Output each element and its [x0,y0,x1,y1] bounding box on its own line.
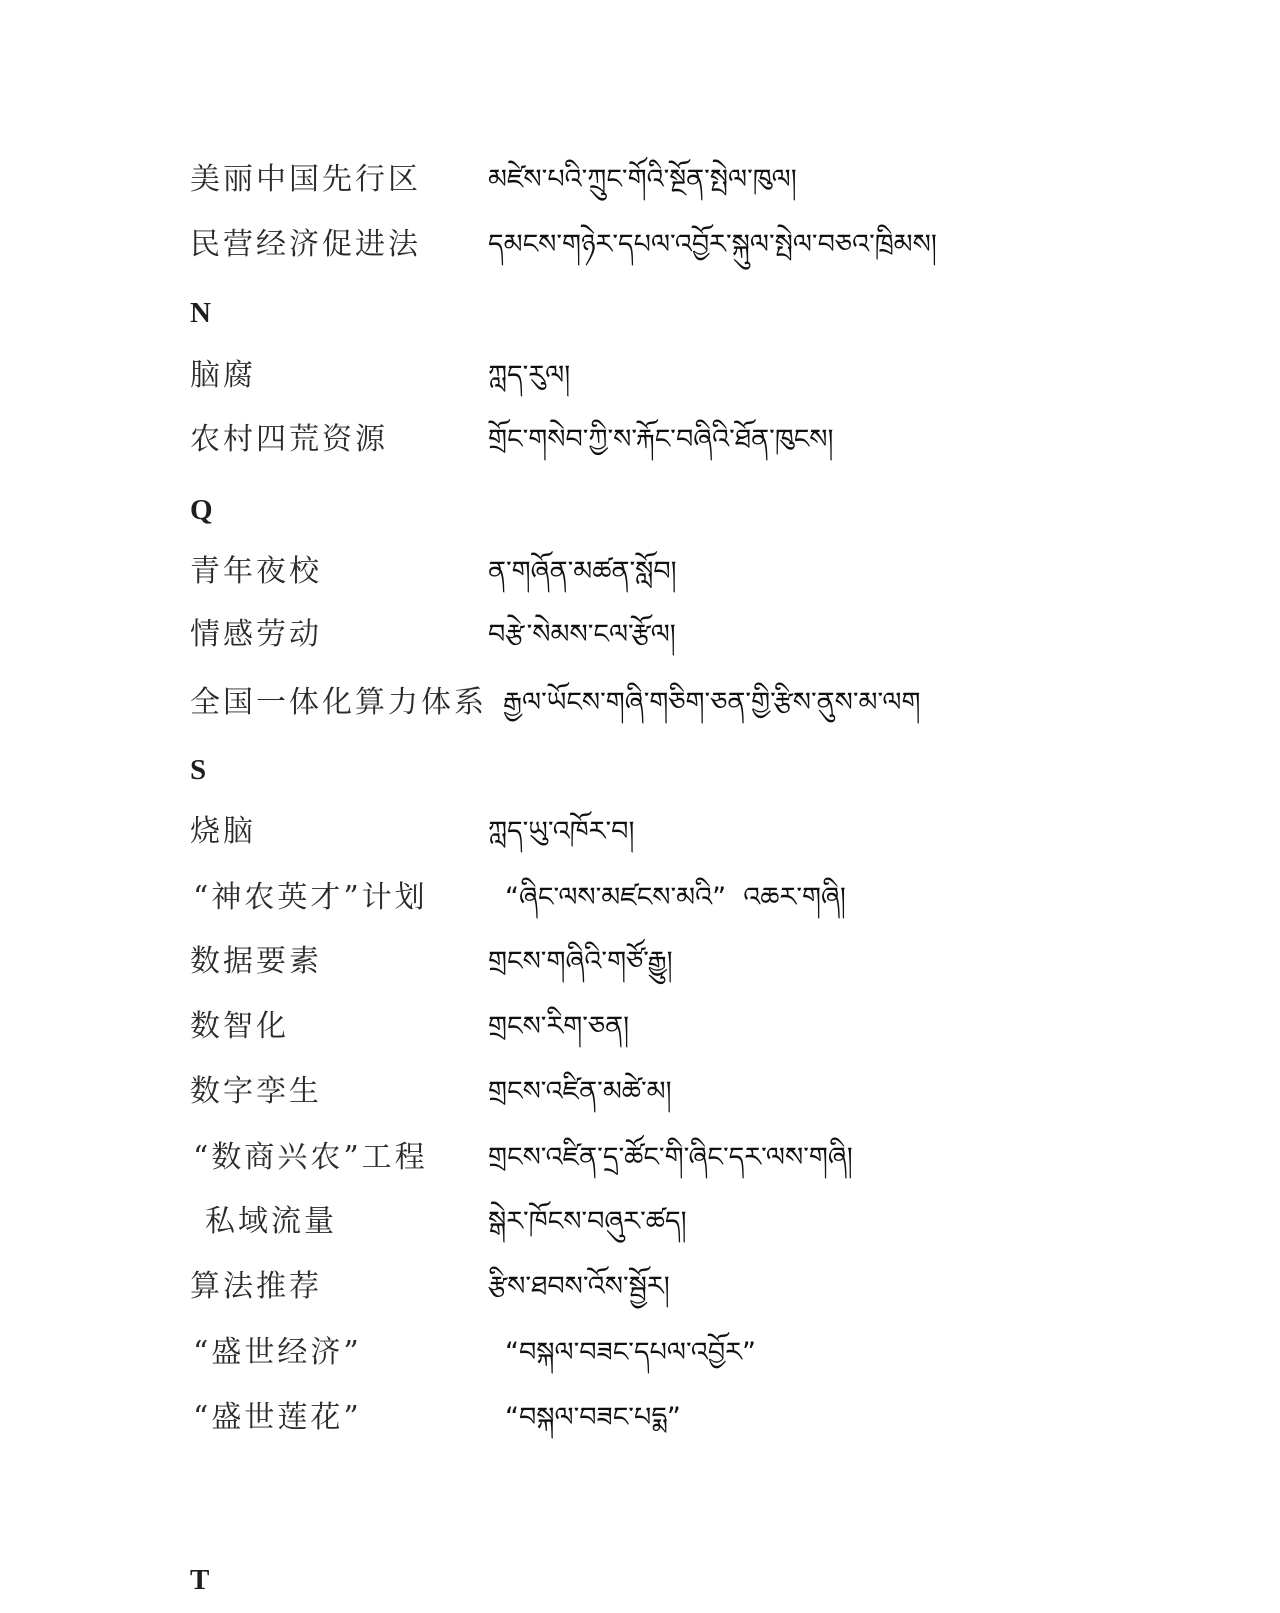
chinese-term: 数智化 [190,1009,289,1044]
term-row [0,615,1280,655]
term-row [0,225,1280,265]
section-letter: S [190,754,207,786]
tibetan-translation: གྲོང་གསེབ་ཀྱི་ས་རྐོང་བཞིའི་ཐོན་ཁུངས། [488,424,834,455]
chinese-term: 数字孪生 [190,1074,322,1109]
term-row [0,1007,1280,1047]
term-row [0,420,1280,460]
term-row [0,356,1280,396]
term-row [0,812,1280,852]
chinese-term: 民营经济促进法 [190,227,421,262]
tibetan-translation: རྩིས་ཐབས་འོས་སྦྱོར། [488,1271,670,1302]
section-letter: Q [190,494,213,526]
tibetan-translation: ཀླད་ཡུ་འཁོར་བ། [488,816,635,847]
term-row [0,878,1280,918]
chinese-term: 算法推荐 [190,1269,322,1304]
chinese-term: 私域流量 [205,1204,337,1239]
tibetan-translation: “ཞིང་ལས་མཛངས་མའི” འཆར་གཞི། [505,882,846,913]
section-letter: T [190,1564,210,1596]
term-row [0,1138,1280,1178]
term-row [0,1072,1280,1112]
term-row [0,683,1280,723]
tibetan-translation: གྲངས་རིག་ཅན། [488,1011,630,1042]
chinese-term: 数据要素 [190,944,322,979]
tibetan-translation: རྒྱལ་ཡོངས་གཞི་གཅིག་ཅན་གྱི་རྩིས་ནུས་མ་ལག [503,687,921,718]
term-row [0,1202,1280,1242]
tibetan-translation: “བསྐལ་བཟང་དཔལ་འབྱོར” [505,1337,756,1368]
chinese-term: “盛世经济” [193,1335,362,1370]
tibetan-translation: སྒེར་ཁོངས་བཞུར་ཚད། [488,1206,687,1237]
term-row [0,552,1280,592]
section-heading-n [0,293,1280,333]
tibetan-translation: “བསྐལ་བཟང་པདྨ” [505,1402,681,1433]
tibetan-translation: བརྩེ་སེམས་ངལ་རྩོལ། [488,619,676,650]
section-heading-s [0,750,1280,790]
chinese-term: “数商兴农”工程 [193,1140,428,1175]
chinese-term: 情感劳动 [190,617,322,652]
chinese-term: 全国一体化算力体系 [190,685,487,720]
chinese-term: “神农英才”计划 [193,880,428,915]
section-letter: N [190,297,211,329]
term-row [0,1333,1280,1373]
chinese-term: 农村四荒资源 [190,422,388,457]
term-row [0,1398,1280,1438]
tibetan-translation: ཀླད་རུལ། [488,360,571,391]
section-heading-q [0,490,1280,530]
chinese-term: 青年夜校 [190,554,322,589]
term-row [0,160,1280,200]
chinese-term: 美丽中国先行区 [190,162,421,197]
tibetan-translation: གྲངས་འཛིན་མཚེ་མ། [488,1076,672,1107]
tibetan-translation: ན་གཞོན་མཚན་སློབ། [488,556,677,587]
chinese-term: “盛世莲花” [193,1400,362,1435]
tibetan-translation: གྲངས་འཛིན་དྲ་ཚོང་གི་ཞིང་དར་ལས་གཞི། [488,1142,853,1173]
chinese-term: 脑腐 [190,358,256,393]
tibetan-translation: མཛེས་པའི་ཀྲུང་གོའི་སྔོན་སྤེལ་ཁུལ། [488,164,797,195]
chinese-term: 烧脑 [190,814,256,849]
section-heading-t [0,1560,1280,1600]
tibetan-translation: གྲངས་གཞིའི་གཙོ་རྒྱུ། [488,946,673,977]
term-row [0,1267,1280,1307]
tibetan-translation: དམངས་གཉེར་དཔལ་འབྱོར་སྐུལ་སྤེལ་བཅའ་ཁྲིམས། [488,229,937,260]
term-row [0,942,1280,982]
